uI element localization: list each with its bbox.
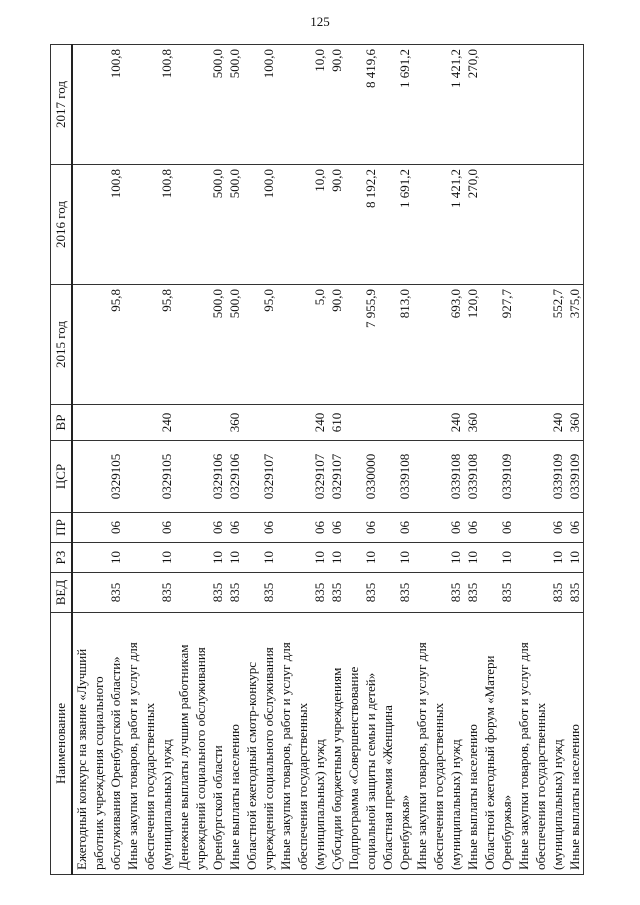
- cell-rz: 10 10 10: [481, 543, 584, 573]
- cell-name: [345, 613, 379, 875]
- name-line: (муниципальных) нужд: [159, 739, 174, 870]
- table-row: [345, 45, 379, 875]
- cell-csr: 0339108 0339108 0339108: [379, 441, 481, 513]
- cell-2015: 95,8 95,8: [72, 285, 175, 405]
- cell-pr: 06 06: [72, 513, 175, 543]
- name-line: Ежегодный конкурс на звание «Лучший: [74, 648, 89, 870]
- cell-ved: 835 835: [72, 573, 175, 613]
- table-row: [72, 45, 175, 875]
- name-line: (муниципальных) нужд: [550, 739, 565, 870]
- cell-vr: 240 360: [379, 405, 481, 441]
- cell-csr: 0329105 0329105: [72, 441, 175, 513]
- name-line: учреждений социального обслуживания: [261, 647, 276, 870]
- table-body: [72, 45, 584, 875]
- cell-2017: 1 691,2 1 421,2 270,0: [379, 45, 481, 165]
- cell-name: [175, 613, 243, 875]
- cell-2015: 7 955,9: [345, 285, 379, 405]
- header-csr: ЦСР: [51, 441, 73, 513]
- cell-2016: 1 691,2 1 421,2 270,0: [379, 165, 481, 285]
- cell-ved: 835 835 835: [243, 573, 345, 613]
- cell-ved: 835 835 835: [379, 573, 481, 613]
- cell-2017: 100,8 100,8: [72, 45, 175, 165]
- cell-vr: [345, 405, 379, 441]
- name-line: обеспечения государственных: [431, 702, 446, 870]
- name-line: Областная премия «Женщина: [380, 705, 395, 870]
- cell-ved: 835 835 835: [481, 573, 584, 613]
- cell-name: [72, 613, 175, 875]
- cell-2015: 813,0 693,0 120,0: [379, 285, 481, 405]
- name-line: Иные закупки товаров, работ и услуг для: [516, 642, 531, 870]
- cell-2016: 100,0 10,0 90,0: [243, 165, 345, 285]
- cell-rz: 10 10 10: [379, 543, 481, 573]
- name-line: Областной ежегодный форум «Матери: [482, 655, 497, 870]
- cell-pr: 06 06 06: [243, 513, 345, 543]
- name-line: Областной ежегодный смотр-конкурс: [244, 661, 259, 870]
- cell-2015: 500,0 500,0: [175, 285, 243, 405]
- name-line: работник учреждения социального: [91, 676, 106, 870]
- cell-csr: 0339109 0339109 0339109: [481, 441, 584, 513]
- name-line: учреждений социального обслуживания: [193, 647, 208, 870]
- rotated-table-container: [50, 45, 590, 875]
- cell-ved: 835: [345, 573, 379, 613]
- name-line: обеспечения государственных: [533, 702, 548, 870]
- cell-2017: 100,0 10,0 90,0: [243, 45, 345, 165]
- cell-csr: 0329107 0329107 0329107: [243, 441, 345, 513]
- cell-2016: 8 192,2: [345, 165, 379, 285]
- cell-vr: 240 360: [481, 405, 584, 441]
- cell-2016: [481, 165, 584, 285]
- cell-vr: 240: [72, 405, 175, 441]
- name-line: (муниципальных) нужд: [312, 739, 327, 870]
- cell-pr: 06 06: [175, 513, 243, 543]
- table-row: [481, 45, 584, 875]
- name-line: Оренбургской области: [210, 745, 225, 870]
- cell-2015: 95,0 5,0 90,0: [243, 285, 345, 405]
- budget-table: [50, 44, 584, 875]
- header-2015: 2015 год: [51, 285, 73, 405]
- cell-2016: 100,8 100,8: [72, 165, 175, 285]
- name-line: Подпрограмма «Совершенствование: [346, 666, 361, 870]
- name-line: обслуживания Оренбургской области»: [108, 656, 123, 870]
- name-line: обеспечения государственных: [142, 702, 157, 870]
- page-number: 125: [310, 14, 330, 29]
- cell-2017: [481, 45, 584, 165]
- cell-2017: 8 419,6: [345, 45, 379, 165]
- name-line: Иные выплаты населению: [227, 724, 242, 870]
- cell-name: [379, 613, 481, 875]
- cell-2015: 927,7 552,7 375,0: [481, 285, 584, 405]
- name-line: Иные закупки товаров, работ и услуг для: [125, 642, 140, 870]
- name-line: Оренбуржья»: [397, 794, 412, 870]
- name-line: Иные закупки товаров, работ и услуг для: [278, 642, 293, 870]
- header-name: Наименование: [51, 613, 73, 875]
- header-rz: РЗ: [51, 543, 73, 573]
- cell-2017: 500,0 500,0: [175, 45, 243, 165]
- header-pr: ПР: [51, 513, 73, 543]
- name-line: обеспечения государственных: [295, 702, 310, 870]
- header-vr: ВР: [51, 405, 73, 441]
- cell-rz: 10 10: [72, 543, 175, 573]
- header-2016: 2016 год: [51, 165, 73, 285]
- name-line: Иные выплаты населению: [465, 724, 480, 870]
- name-line: Субсидии бюджетным учреждениям: [329, 667, 344, 870]
- name-line: (муниципальных) нужд: [448, 739, 463, 870]
- header-ved: ВЕД: [51, 573, 73, 613]
- cell-ved: 835 835: [175, 573, 243, 613]
- name-line: Иные выплаты населению: [567, 724, 582, 870]
- table-row: [175, 45, 243, 875]
- name-line: социальной защиты семьи и детей»: [363, 672, 378, 870]
- cell-csr: 0330000: [345, 441, 379, 513]
- header-2017: 2017 год: [51, 45, 73, 165]
- cell-csr: 0329106 0329106: [175, 441, 243, 513]
- cell-name: [481, 613, 584, 875]
- name-line: Оренбуржья»: [499, 794, 514, 870]
- cell-pr: 06 06 06: [481, 513, 584, 543]
- cell-rz: 10 10: [175, 543, 243, 573]
- table-header-row: [51, 45, 73, 875]
- cell-rz: 10 10 10: [243, 543, 345, 573]
- cell-2016: 500,0 500,0: [175, 165, 243, 285]
- cell-vr: 360: [175, 405, 243, 441]
- cell-pr: 06 06 06: [379, 513, 481, 543]
- cell-vr: 240 610: [243, 405, 345, 441]
- name-line: Иные закупки товаров, работ и услуг для: [414, 642, 429, 870]
- cell-name: [243, 613, 345, 875]
- cell-pr: 06: [345, 513, 379, 543]
- cell-rz: 10: [345, 543, 379, 573]
- table-row: [379, 45, 481, 875]
- name-line: Денежные выплаты лучшим работникам: [176, 644, 191, 870]
- table-row: [243, 45, 345, 875]
